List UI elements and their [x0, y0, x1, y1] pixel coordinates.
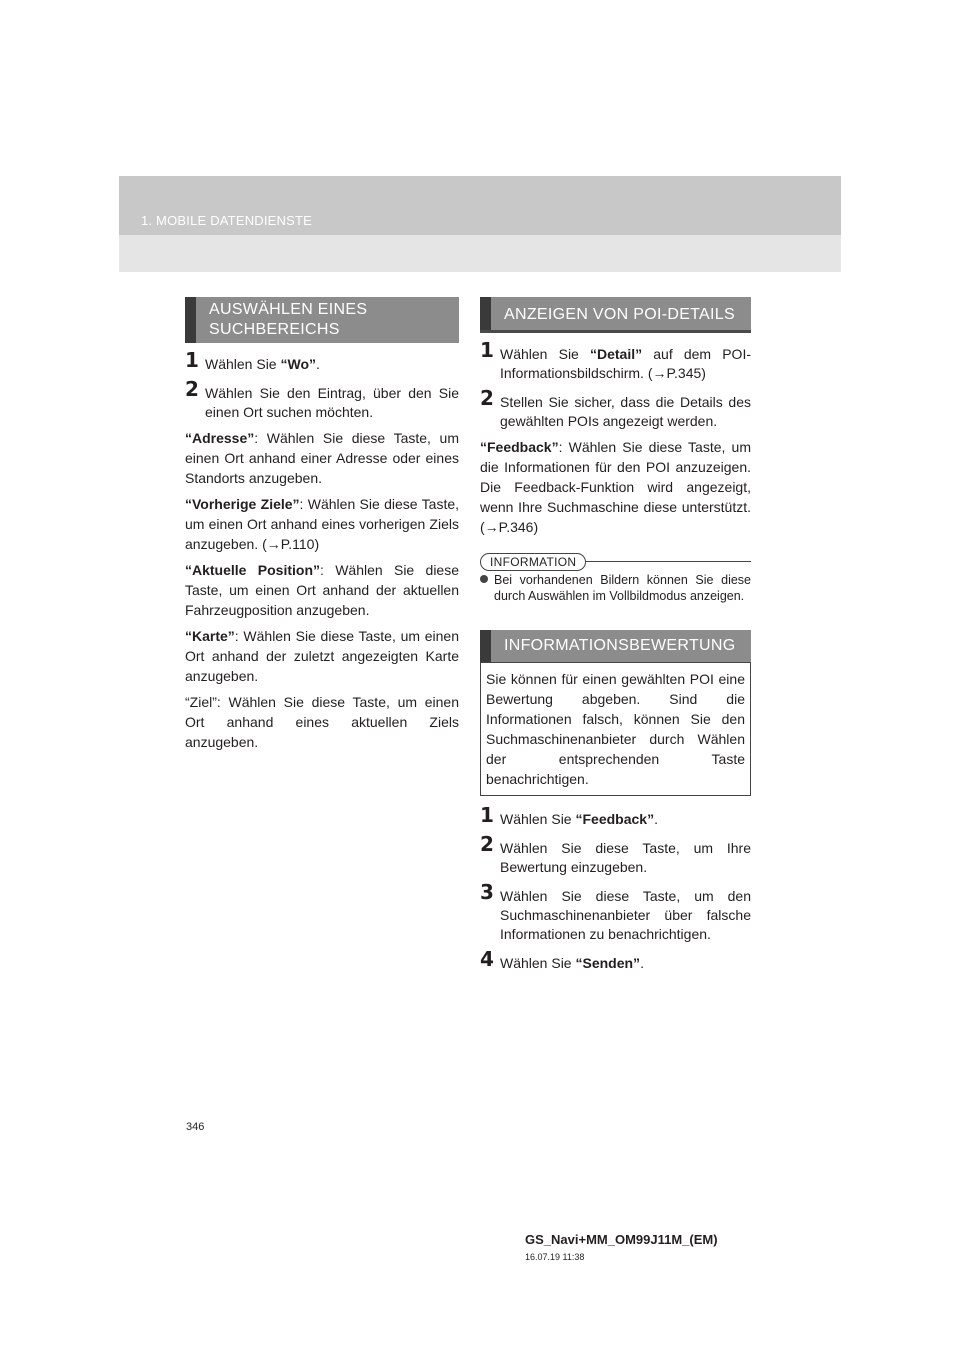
bullet-text: Bei vorhandenen Bildern können Sie diese durch Auswählen im Vollbildmodus anzeigen. [494, 573, 751, 603]
button-reference: “Wo” [280, 356, 316, 372]
option-text: : Wählen Sie diese Taste, um einen Ort anhand der aktuellen Fahrzeugposition anzugeben. [185, 562, 459, 618]
step-number: 1 [185, 348, 199, 372]
step-number: 1 [480, 803, 494, 827]
step-number: 2 [185, 377, 199, 401]
feedback-description [480, 437, 751, 537]
step-number: 3 [480, 880, 494, 904]
step-number: 2 [480, 386, 494, 410]
step-text: Stellen Sie sicher, dass die Details des gewählten POIs angezeigt werden. [500, 394, 751, 429]
step-item [480, 386, 751, 431]
option-text: : Wählen Sie diese Taste, um die Informationen für den POI anzuzeigen. Die Feedback-Funktion wird angezeigt, wenn Ihre Suchmaschine diese unterstützt. (→P.346) [480, 439, 751, 535]
header-band [119, 176, 841, 272]
step-item [480, 947, 751, 973]
step-text-end: . [640, 955, 644, 971]
step-text: Wählen Sie [500, 346, 590, 362]
chapter-title: 1. MOBILE DATENDIENSTE [141, 213, 313, 228]
option-label: “Feedback” [480, 439, 559, 455]
rating-intro-box: Sie können für einen gewählten POI eine Bewertung abgeben. Sind die Informationen falsch, können Sie den Suchmaschinenanbieter durch Wählen der entsprechenden Taste benachrichtigen. [480, 662, 751, 796]
step-item [480, 338, 751, 383]
option-description [185, 428, 459, 488]
step-number: 4 [480, 947, 494, 971]
option-label: “Vorherige Ziele” [185, 496, 300, 512]
option-label: “Adresse” [185, 430, 255, 446]
step-text: Wählen Sie diese Taste, um den Suchmaschinenanbieter über falsche Informationen zu benachrichtigen. [500, 888, 751, 942]
step-number: 2 [480, 832, 494, 856]
information-bullet [480, 572, 751, 604]
section-heading-rating: INFORMATIONSBEWERTUNG [480, 630, 751, 662]
option-text: : Wählen Sie diese Taste, um einen Ort anhand der zuletzt angezeigten Karte anzugeben. [185, 628, 459, 684]
bullet-icon [480, 575, 488, 583]
step-item [480, 803, 751, 829]
option-description [185, 560, 459, 620]
option-description [185, 494, 459, 554]
step-text: Wählen Sie den Eintrag, über den Sie einen Ort suchen möchten. [205, 385, 459, 420]
step-item [480, 880, 751, 944]
information-badge: INFORMATION [480, 553, 586, 571]
header-top-strip [119, 176, 841, 235]
document-id: GS_Navi+MM_OM99J11M_(EM) [525, 1232, 718, 1247]
step-text: Wählen Sie diese Taste, um Ihre Bewertung einzugeben. [500, 840, 751, 875]
print-timestamp: 16.07.19 11:38 [525, 1252, 585, 1262]
step-text: Wählen Sie [205, 356, 281, 372]
button-reference: “Senden” [575, 955, 641, 971]
button-reference: “Feedback” [575, 811, 655, 827]
step-text: Wählen Sie [500, 955, 576, 971]
section-heading-poi-details: ANZEIGEN VON POI-DETAILS [480, 297, 751, 333]
option-description [185, 626, 459, 686]
option-text: : Wählen Sie diese Taste, um einen Ort anhand eines vorherigen Ziels anzugeben. (→P.110) [185, 496, 460, 552]
option-label: “Karte” [185, 628, 235, 644]
section-heading-search-area: AUSWÄHLEN EINES SUCHBEREICHS [185, 297, 459, 343]
step-item [480, 832, 751, 877]
step-text-end: . [654, 811, 658, 827]
option-text: : Wählen Sie diese Taste, um einen Ort anhand einer Adresse oder eines Standorts anzugeben. [185, 430, 459, 486]
step-text-end: . [316, 356, 320, 372]
right-column [480, 297, 751, 973]
step-number: 1 [480, 338, 494, 362]
step-text-end: auf dem POI-Informationsbildschirm. (→P.345) [500, 346, 751, 381]
information-rule [585, 561, 751, 562]
button-reference: “Detail” [589, 346, 643, 362]
step-text: Wählen Sie [500, 811, 576, 827]
page-number: 346 [186, 1121, 205, 1133]
step-item [185, 348, 459, 374]
option-text: “Ziel”: Wählen Sie diese Taste, um einen Ort anhand eines aktuellen Ziels anzugeben. [185, 694, 459, 750]
step-item [185, 377, 459, 422]
option-description [185, 692, 459, 752]
left-column [185, 297, 459, 752]
option-label: “Aktuelle Position” [185, 562, 320, 578]
